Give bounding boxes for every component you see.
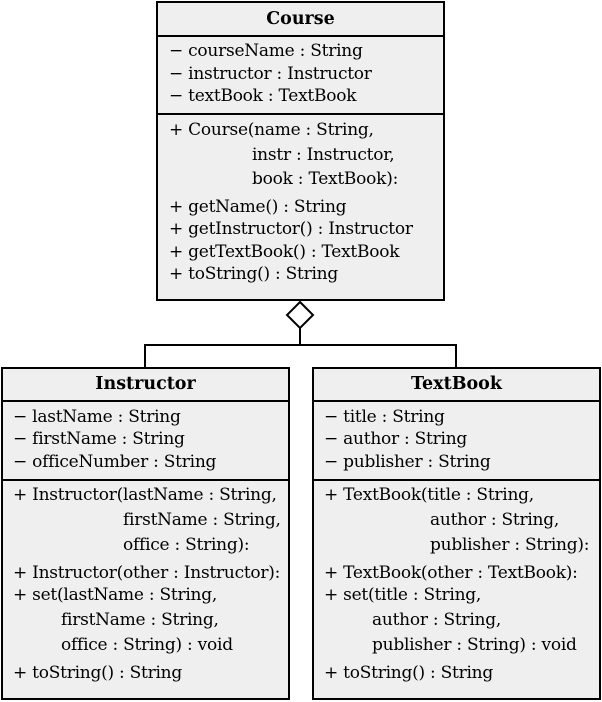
instructor-attr-lastname: − lastName : String <box>13 407 181 427</box>
instructor-method-constructor-param3: office : String): <box>123 535 250 555</box>
textbook-class <box>312 367 601 700</box>
course-method-getinstructor: + getInstructor() : Instructor <box>169 219 413 239</box>
instructor-method-constructor-param2: firstName : String, <box>123 510 281 530</box>
course-class-name: Course <box>266 9 335 29</box>
textbook-method-set-param3: publisher : String) : void <box>372 635 577 655</box>
instructor-method-set: + set(lastName : String, <box>13 585 218 605</box>
textbook-method-set-param2: author : String, <box>372 610 502 630</box>
textbook-class-name: TextBook <box>411 374 502 394</box>
instructor-attr-officenumber: − officeNumber : String <box>13 452 217 472</box>
instructor-method-constructor: + Instructor(lastName : String, <box>13 485 277 505</box>
instructor-attr-firstname: − firstName : String <box>13 429 185 449</box>
textbook-method-set: + set(title : String, <box>324 585 482 605</box>
course-method-constructor: + Course(name : String, <box>169 120 374 140</box>
textbook-method-tostring: + toString() : String <box>324 663 494 683</box>
textbook-attr-author: − author : String <box>324 429 468 449</box>
instructor-method-copy-constructor: + Instructor(other : Instructor): <box>13 563 281 583</box>
textbook-attr-separator <box>314 479 599 481</box>
textbook-method-copy-constructor: + TextBook(other : TextBook): <box>324 563 578 583</box>
textbook-attr-publisher: − publisher : String <box>324 452 491 472</box>
instructor-method-set-param2: firstName : String, <box>61 610 219 630</box>
textbook-name-separator <box>314 400 599 402</box>
instructor-method-tostring: + toString() : String <box>13 663 183 683</box>
instructor-name-separator <box>3 400 288 402</box>
course-method-getname: + getName() : String <box>169 197 347 217</box>
course-class <box>156 1 445 301</box>
instructor-class-name: Instructor <box>95 374 196 394</box>
textbook-method-constructor-param2: author : String, <box>430 510 560 530</box>
course-method-constructor-param2: instr : Instructor, <box>252 145 395 165</box>
instructor-method-set-param3: office : String) : void <box>61 635 233 655</box>
course-name-separator <box>158 35 443 37</box>
course-method-tostring: + toString() : String <box>169 264 339 284</box>
course-method-constructor-param3: book : TextBook): <box>252 169 399 189</box>
course-attr-separator <box>158 113 443 115</box>
textbook-attr-title: − title : String <box>324 407 445 427</box>
course-attr-coursename: − courseName : String <box>169 41 363 61</box>
connector-to-instructor <box>145 327 300 368</box>
course-attr-instructor: − instructor : Instructor <box>169 64 372 84</box>
connector-to-textbook <box>300 345 456 368</box>
aggregation-diamond-icon <box>287 302 313 328</box>
course-attr-textbook: − textBook : TextBook <box>169 86 357 106</box>
instructor-attr-separator <box>3 479 288 481</box>
textbook-method-constructor-param3: publisher : String): <box>430 535 590 555</box>
textbook-method-constructor: + TextBook(title : String, <box>324 485 534 505</box>
course-method-gettextbook: + getTextBook() : TextBook <box>169 242 400 262</box>
instructor-class <box>1 367 290 700</box>
